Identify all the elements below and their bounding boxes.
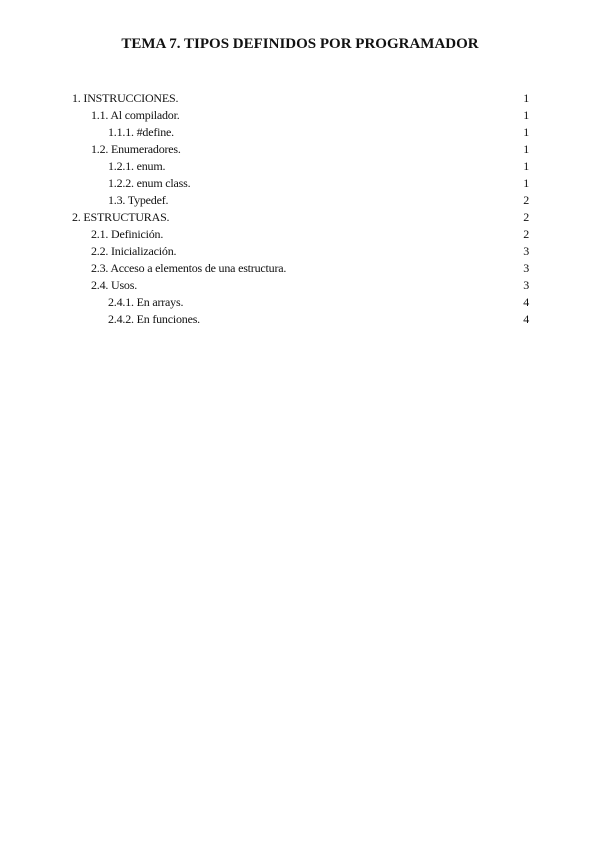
toc-entry-page: 1 xyxy=(523,142,529,156)
toc-entry-1-2-2[interactable] xyxy=(72,175,529,192)
toc-entry-label: 2.3. Acceso a elementos de una estructura. xyxy=(91,261,287,275)
toc-entry-2[interactable] xyxy=(72,209,529,226)
toc-entry-2-3[interactable] xyxy=(72,260,529,277)
toc-entry-page: 1 xyxy=(523,108,529,122)
toc-entry-1-2-1[interactable] xyxy=(72,158,529,175)
toc-entry-page: 2 xyxy=(523,227,529,241)
toc-entry-label: 1.2.1. enum. xyxy=(108,159,166,173)
toc-entry-label: 1.2. Enumeradores. xyxy=(91,142,181,156)
toc-entry-page: 3 xyxy=(523,244,529,258)
toc-entry-label: 1.2.2. enum class. xyxy=(108,176,191,190)
toc-entry-page: 2 xyxy=(523,210,529,224)
toc-entry-2-4[interactable] xyxy=(72,277,529,294)
toc-entry-label: 2.2. Inicialización. xyxy=(91,244,177,258)
table-of-contents xyxy=(72,90,529,328)
toc-entry-page: 3 xyxy=(523,278,529,292)
toc-entry-label: 2. ESTRUCTURAS. xyxy=(72,210,170,224)
toc-entry-page: 1 xyxy=(523,125,529,139)
toc-entry-page: 3 xyxy=(523,261,529,275)
toc-entry-label: 1.1. Al compilador. xyxy=(91,108,180,122)
toc-entry-page: 4 xyxy=(523,295,529,309)
page-title: TEMA 7. TIPOS DEFINIDOS POR PROGRAMADOR xyxy=(121,36,479,52)
toc-entry-label: 1.1.1. #define. xyxy=(108,125,174,139)
toc-entry-2-2[interactable] xyxy=(72,243,529,260)
toc-entry-label: 2.1. Definición. xyxy=(91,227,164,241)
toc-entry-2-4-1[interactable] xyxy=(72,294,529,311)
toc-entry-1-1-1[interactable] xyxy=(72,124,529,141)
toc-entry-page: 4 xyxy=(523,312,529,326)
toc-entry-1-2[interactable] xyxy=(72,141,529,158)
toc-entry-label: 1. INSTRUCCIONES. xyxy=(72,91,179,105)
toc-entry-1-1[interactable] xyxy=(72,107,529,124)
toc-entry-page: 1 xyxy=(523,176,529,190)
toc-entry-page: 1 xyxy=(523,91,529,105)
toc-entry-page: 2 xyxy=(523,193,529,207)
toc-entry-2-4-2[interactable] xyxy=(72,311,529,328)
toc-entry-label: 2.4.1. En arrays. xyxy=(108,295,184,309)
toc-entry-label: 2.4. Usos. xyxy=(91,278,138,292)
toc-entry-label: 1.3. Typedef. xyxy=(108,193,169,207)
toc-entry-label: 2.4.2. En funciones. xyxy=(108,312,200,326)
toc-entry-2-1[interactable] xyxy=(72,226,529,243)
toc-entry-page: 1 xyxy=(523,159,529,173)
toc-entry-1[interactable] xyxy=(72,90,529,107)
toc-entry-1-3[interactable] xyxy=(72,192,529,209)
